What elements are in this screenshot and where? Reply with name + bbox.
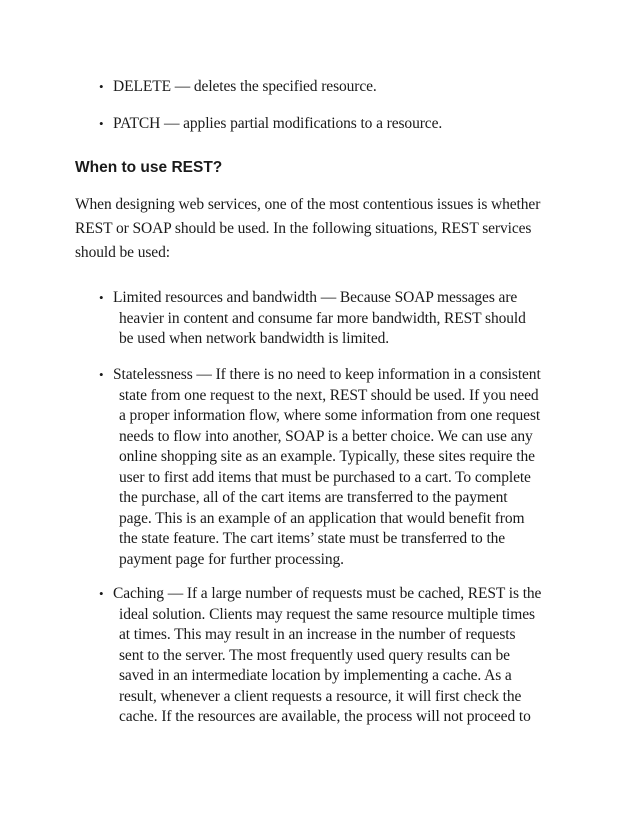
- bullet-dot: •: [99, 116, 104, 131]
- paragraph-line: should be used:: [75, 244, 170, 261]
- bullet-text: Statelessness — If there is no need to keep information in a consistent: [113, 366, 541, 383]
- bullet-text: sent to the server. The most frequently used query results can be: [119, 646, 510, 664]
- bullet-text: Limited resources and bandwidth — Because SOAP messages are: [113, 289, 518, 306]
- intro-paragraph: [75, 193, 575, 265]
- bullet-text: the purchase, all of the cart items are transferred to the payment: [119, 489, 508, 506]
- bullet-text: PATCH — applies partial modifications to a resource.: [113, 115, 443, 132]
- section-heading: When to use REST?: [75, 159, 223, 176]
- paragraph-line: When designing web services, one of the most contentious issues is whether: [75, 196, 541, 213]
- bullet-text: online shopping site as an example. Typically, these sites require the: [119, 448, 535, 465]
- bullet-text: page. This is an example of an application that would benefit from: [119, 509, 525, 527]
- bullet-text: Caching — If a large number of requests must be cached, REST is the: [113, 585, 542, 602]
- bullet-text: user to first add items that must be purchased to a cart. To complete: [119, 468, 531, 486]
- bullet-text: payment page for further processing.: [119, 550, 344, 568]
- bullet-text: ideal solution. Clients may request the same resource multiple times: [119, 605, 535, 623]
- bullet-text: needs to flow into another, SOAP is a better choice. We can use any: [119, 427, 533, 445]
- bullet-text: DELETE — deletes the specified resource.: [113, 78, 377, 95]
- bullet-dot: •: [99, 586, 104, 601]
- bullet-text: the state feature. The cart items’ state must be transferred to the: [119, 530, 506, 547]
- bullet-text: state from one request to the next, REST should be used. If you need: [119, 386, 539, 404]
- bullet-text: result, whenever a client requests a resource, it will first check the: [119, 687, 522, 705]
- bullet-text: saved in an intermediate location by implementing a cache. As a: [119, 667, 512, 684]
- bullet-text: cache. If the resources are available, the process will not proceed to: [119, 708, 531, 725]
- paragraph-line: REST or SOAP should be used. In the following situations, REST services: [75, 220, 532, 237]
- bullet-text: be used when network bandwidth is limited.: [119, 330, 390, 347]
- bullet-dot: •: [99, 79, 104, 94]
- bullet-text: a proper information flow, where some information from one request: [119, 407, 541, 424]
- bullet-dot: •: [99, 290, 104, 305]
- bullet-text: at times. This may result in an increase in the number of requests: [119, 626, 516, 643]
- bullet-text: heavier in content and consume far more bandwidth, REST should: [119, 309, 526, 327]
- bullet-dot: •: [99, 367, 104, 382]
